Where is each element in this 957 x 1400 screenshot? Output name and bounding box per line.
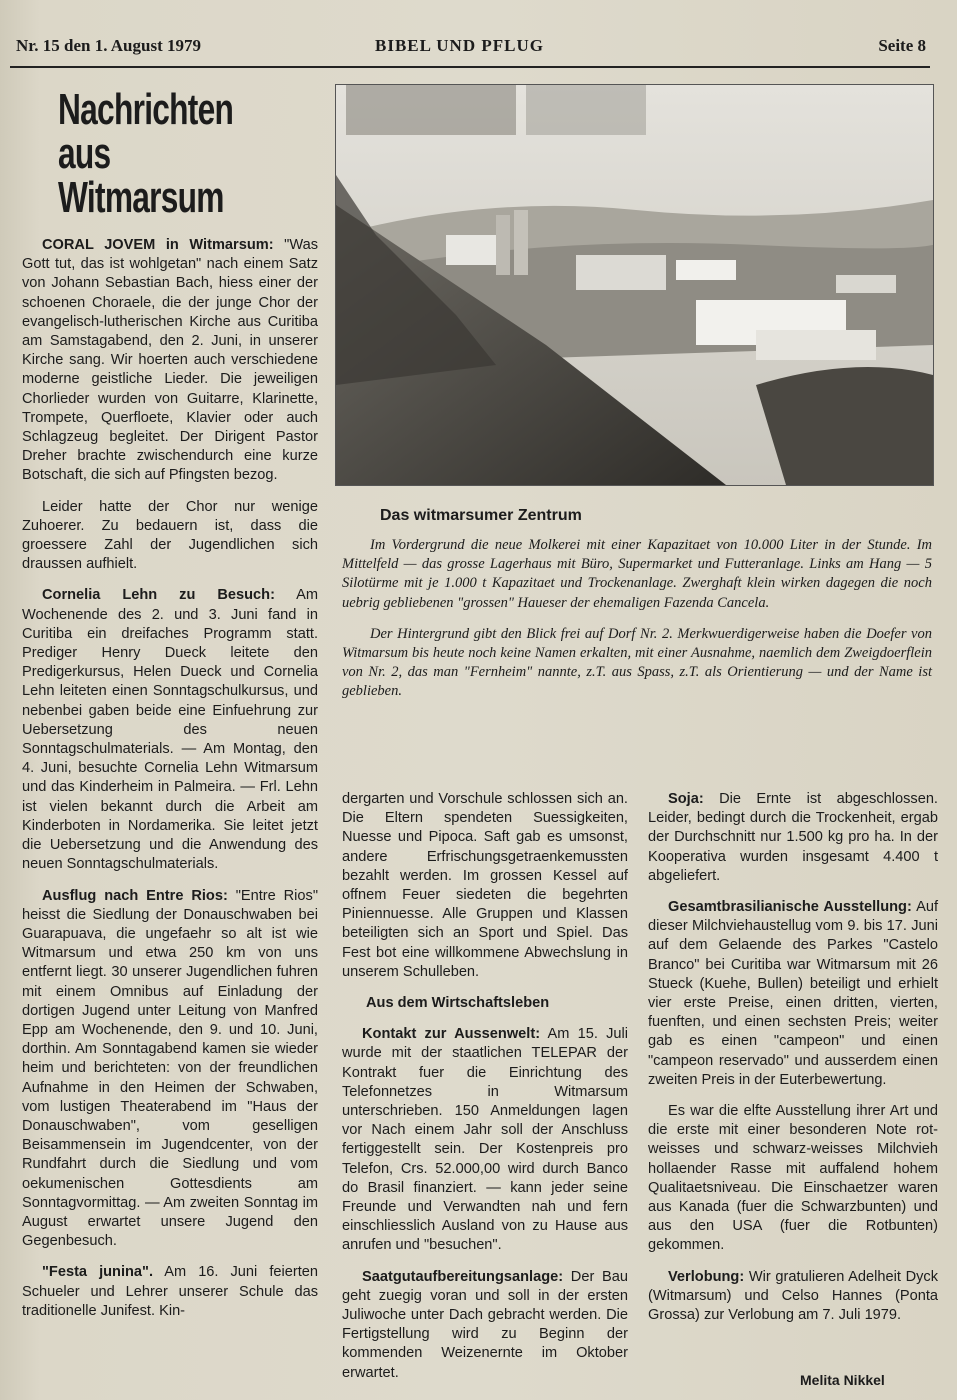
article-paragraph: Leider hatte der Chor nur wenige Zuhoerer. Zu bedauern ist, dass die groessere Zahl der Jugendlichen sich draussen aufhielt. (22, 498, 318, 573)
photo-caption (342, 536, 932, 714)
article-paragraph: dergarten und Vorschule schlossen sich an. Die Eltern spendeten Suessigkeiten, Nuesse und Pipoca. Saft gab es umsonst, andere Erfrischungsgetraenkemussten bezahlt werden. Im grossen Kessel auf offnem Feuer siedeten die begehrten Piniennuesse. Alle Gruppen und Klassen beteiligten sich an Sport und Spiel. Das Fest bot eine willkommene Abwechslung in unserem Schulleben. (342, 791, 628, 980)
article-text: Auf dieser Milchviehaustellug vom 9. bis 17. Juni auf dem Gelaende des Parkes "Castelo Branco" bei Curitiba war Witmarsum mit 26 Stueck (Kuehe, Bullen) beteiligt und erhielt vier erste Preise, einen dritten, vierten, fuenften, und einen sechsten Preis; weiter gab es einen "campeon" und einen "campeon reservado" und ausserdem einen zweiten Preis in der Euterbewertung. (648, 899, 939, 1088)
caption-paragraph: Der Hintergrund gibt den Blick frei auf Dorf Nr. 2. Merkwuerdigerweise haben die Doefer von Witmarsum bis heute noch keine Namen erkalten, mit einer Ausnahme, naemlich dem Zweigdoerflein von Nr. 2, das man "Fernheim" nannte, z.T. aus Spass, z.T. als Orientierung — und der Name ist geblieben. (342, 625, 932, 700)
article-cornelia-lehn (22, 586, 318, 874)
section-headline: Nachrichten aus Witmarsum (58, 85, 234, 222)
article-coral-jovem (22, 236, 318, 486)
article-lead: Verlobung: (668, 1268, 745, 1285)
photo-caption-title: Das witmarsumer Zentrum (380, 507, 582, 524)
column-right (648, 790, 938, 1337)
author-signature: Melita Nikkel (800, 1372, 885, 1388)
article-text: Die Ernte ist abgeschlossen. Leider, bedingt durch die Trockenheit, ergab der Durchschnitt nur 1.500 kg pro ha. In der Kooperativa wurden insgesamt 4.400 t abgeliefert. (648, 791, 938, 884)
article-saatgut (342, 1268, 628, 1383)
column-left (22, 236, 318, 1333)
article-kontakt (342, 1025, 628, 1255)
article-text: Am Wochenende des 2. und 3. Juni fand in Curitiba ein dreifaches Programm statt. Prediger Henry Dueck leitete den Predigerkursus, Helen Dueck und Cornelia Lehn leiteten einen Sonntagschulkursus, und nebenbei gaben beide eine Einfuehrung zur Uebersetzung des neuen Sonntagschulmaterials. — Am Montag, den 4. Juni, besuchte Cornelia Lehn Witmarsum und das Kinderheim in Palmeira. — Frl. Lehn ist vielen bekannt durch die Arbeit am Kinderboten in Nordamerika. Sie leitet jetzt die Uebersetzung und die Anwendung des neuen Sonntagschulmaterials. (22, 587, 319, 873)
article-paragraph: Es war die elfte Ausstellung ihrer Art und die erste mit einer besonderen Note rot-weisses und schwarz-weisses Milchvieh hollaender Rasse mit auffalend hohem Qualitaetsniveau. Die Einschaetzer waren aus Kanada (fuer die Schwarzbunten) und aus den USA (fuer die Rotbunten) gekommen. (648, 1103, 938, 1254)
village-photo (336, 85, 933, 485)
article-text: Am 15. Juli wurde mit der staatlichen TELEPAR der Kontrakt fuer die Einrichtung des Telefonnetzes in Witmarsum unterschrieben. 150 Anmeldungen lagen vor Nach einem Jahr soll der Anschluss fertiggestellt sein. Der Kostenpreis pro Telefon, Crs. 52.000,00 wird durch Banco do Brasil finanziert. — kann jeder seine Freunde und Verwandten nah und fern einschliesslich Ausland von zu Hause aus anrufen und "besuchen". (342, 1026, 628, 1254)
column-middle (342, 790, 628, 1395)
article-festa-junina (22, 1263, 318, 1321)
article-lead: "Festa junina". (42, 1264, 154, 1281)
article-text: Wir gratulieren Adelheit Dyck (Witmarsum) und Celso Hannes (Ponta Grossa) zur Verlobung am 7. Juli 1979. (648, 1268, 938, 1324)
article-entre-rios (22, 887, 318, 1252)
article-lead: Gesamtbrasilianische Ausstellung: (668, 899, 912, 916)
caption-paragraph: Im Vordergrund die neue Molkerei mit einer Kapazitaet von 10.000 Liter in der Stunde. Im Mittelfeld — das grosse Lagerhaus mit Büro, Supermarket und Futteranlage. Links am Hang — 5 Silotürme mit je 1.000 t Kapazitaet und Trockenanlage. Zwerghaft klein wirken dagegen die noch uebrig gebliebenen "grossen" Haueser der ehemaligen Fazenda Cancela. (342, 537, 932, 611)
article-verlobung (648, 1268, 938, 1326)
article-text: "Entre Rios" heisst die Siedlung der Donauschwaben bei Guarapuava, die ungefaehr so alt ist wie Witmarsum und etwa 250 km von uns entfernt liegt. 30 unserer Jugendlichen fuhren mit einem Omnibus auf Einladung der dortigen Jugend unter Leitung von Manfred Epp am Wochenende, den 9. und 10. Juni, dorthin. Am Sonntagabend kamen sie wieder heim und berichteten: von der freundlichen Aufnahme in den Heimen der Schwaben, vom lustigen Theaterabend im "Haus der Donauschwaben", vom geselligen Beisammensein im Jugendcenter, von der Rundfahrt durch die Siedlung und vom oekumenischen Gottesdients am Sonntagvormittag. — Am zweiten Sonntag im August erwartet unsere Jugend den Gegenbesuch. (22, 887, 319, 1250)
photo-landscape-icon (335, 84, 934, 486)
issue-date: Nr. 15 den 1. August 1979 (16, 36, 201, 55)
article-lead: Kontakt zur Aussenwelt: (362, 1026, 541, 1043)
publication-title: BIBEL UND PFLUG (375, 36, 544, 55)
article-lead: CORAL JOVEM in Witmarsum: (42, 237, 274, 253)
article-lead: Soja: (668, 791, 704, 807)
article-ausstellung (648, 898, 938, 1090)
page-number: Seite 8 (878, 36, 926, 55)
article-text: Am 16. Juni feierten Schueler und Lehrer unserer Schule das traditionelle Junifest. Kin- (22, 1264, 318, 1319)
article-lead: Ausflug nach Entre Rios: (42, 887, 228, 904)
article-text: "Was Gott tut, das ist wohlgetan" nach einem Satz von Johann Sebastian Bach, hiess einer der schoenen Choraele, die der junge Chor der evangelisch-lutherischen Kirche aus Curitiba am Samstagabend, den 2. Juni, in unserer Kirche sang. Wir hoerten auch verschiedene moderne geistliche Lieder. Die jeweiligen Chorlieder wurden von Guitarre, Klarinette, Trompete, Querfloete, Klavier oder auch Schlagzeug begleitet. Der Dirigent Pastor Dreher brachte zwischendurch eine kurze Botschaft, die sich auf Pfingsten bezog. (22, 237, 318, 484)
page-header (10, 30, 930, 68)
article-soja (648, 790, 938, 886)
section-subhead: Aus dem Wirtschaftsleben (366, 995, 550, 1012)
article-text: Der Bau geht zuegig voran und soll in der ersten Juliwoche unter Dach gebracht werden. Die Fertigstellung wird zu Beginn der kommenden Weizenernte im Oktober erwartet. (342, 1268, 628, 1381)
article-lead: Saatgutaufbereitungsanlage: (362, 1268, 564, 1285)
article-lead: Cornelia Lehn zu Besuch: (42, 587, 275, 604)
